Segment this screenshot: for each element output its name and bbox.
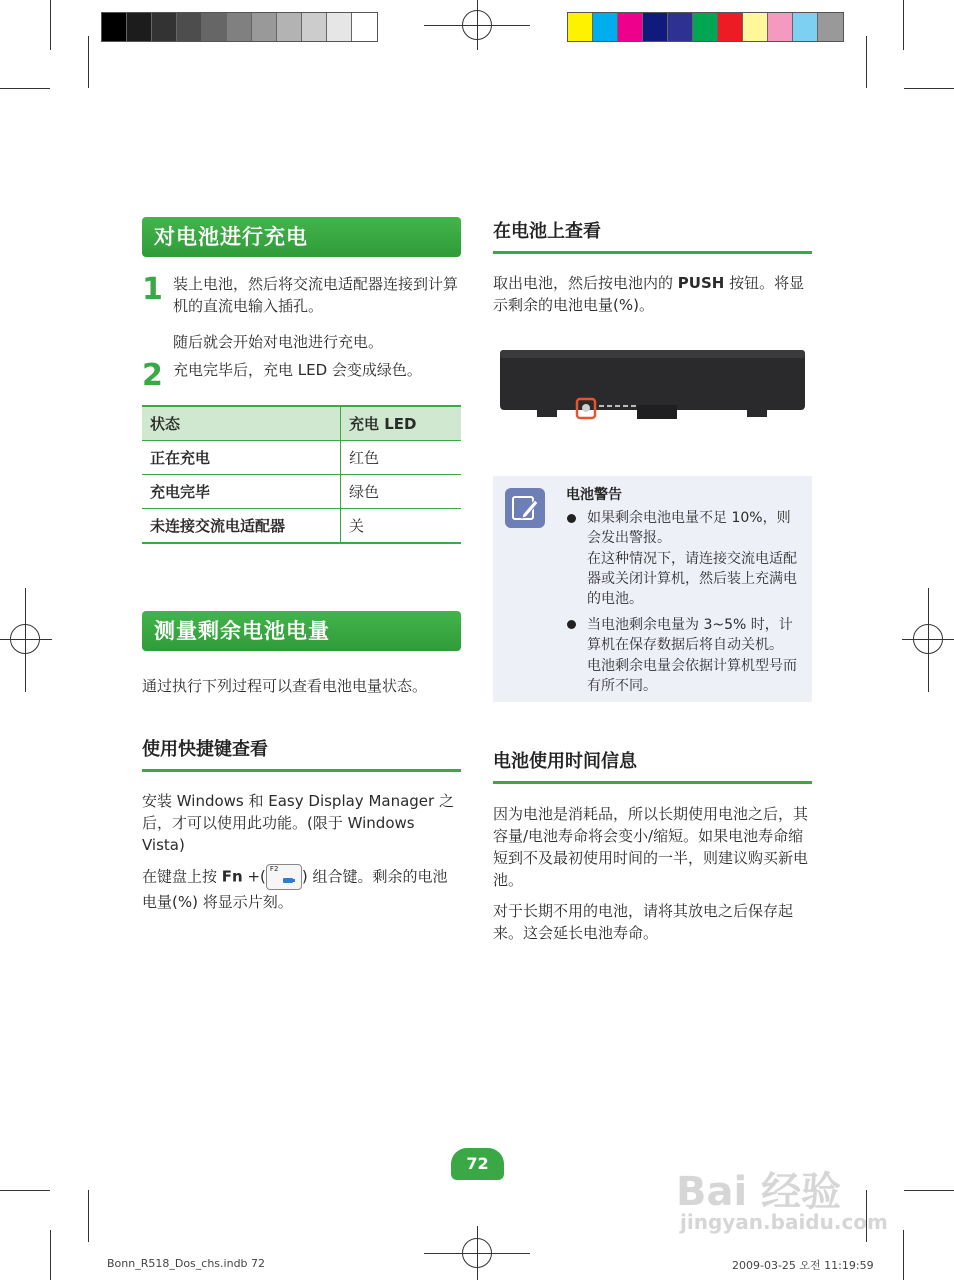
- table-cell: 正在充电: [142, 441, 341, 475]
- fn-battery-key-icon: [266, 864, 302, 890]
- table-cell: 绿色: [341, 475, 462, 509]
- warning-item-2a: 当电池剩余电量为 3~5% 时，计算机在保存数据后将自动关机。: [587, 617, 793, 653]
- crop-mark: [88, 1190, 89, 1242]
- hotkey-text-b: +(: [242, 867, 266, 886]
- crop-mark: [50, 0, 51, 50]
- crop-mark: [904, 1190, 954, 1191]
- crop-mark: [903, 1230, 904, 1280]
- hotkey-text-a: 在键盘上按: [142, 867, 222, 886]
- on-battery-text-b: 按钮。将显示剩余的电池电量(%)。: [493, 274, 805, 314]
- step-number-1: 1: [142, 272, 163, 307]
- warning-item-2b: 电池剩余电量会依据计算机型号而有所不同。: [587, 658, 797, 694]
- crop-mark: [0, 88, 50, 89]
- measure-intro: 通过执行下列过程可以查看电池电量状态。: [142, 677, 428, 695]
- subsection-title-hotkey: 使用快捷键查看: [142, 735, 461, 772]
- pencil-note-icon: [505, 488, 545, 528]
- registration-line: [477, 1226, 478, 1280]
- table-cell: 充电完毕: [142, 475, 341, 509]
- hotkey-text-c: ) 组合键。剩余的电池电量(%) 将显示片刻。: [142, 867, 448, 911]
- grayscale-swatch-bar: [101, 12, 378, 42]
- table-cell: 未连接交流电适配器: [142, 509, 341, 544]
- footer-file: Bonn_R518_Dos_chs.indb 72: [107, 1257, 266, 1270]
- registration-line: [0, 639, 52, 640]
- crop-mark: [0, 1190, 50, 1191]
- key-label-f2: F2: [269, 865, 279, 873]
- table-cell: 红色: [341, 441, 462, 475]
- registration-line: [25, 588, 26, 692]
- crop-mark: [88, 36, 89, 88]
- watermark-url: jingyan.baidu.com: [680, 1210, 888, 1234]
- note-title: 电池警告: [566, 487, 622, 503]
- subsection-title-on-battery: 在电池上查看: [493, 217, 812, 254]
- table-header-cell: 充电 LED: [341, 406, 462, 441]
- registration-line: [928, 588, 929, 692]
- table-row: [142, 509, 461, 544]
- fn-key-label: Fn: [221, 867, 243, 886]
- bullet-dot: [567, 620, 576, 629]
- crop-mark: [904, 88, 954, 89]
- table-row: [142, 441, 461, 475]
- battery-warning-note: [493, 476, 812, 702]
- registration-line: [477, 0, 478, 50]
- table-row: [142, 475, 461, 509]
- usage-paragraph-1: 因为电池是消耗品，所以长期使用电池之后，其容量/电池寿命将会变小/缩短。如果电池寿命缩短到不及最初使用时间的一半，则建议购买新电池。: [493, 805, 809, 889]
- battery-image: [497, 347, 808, 422]
- step-2-text: 充电完毕后，充电 LED 会变成绿色。: [173, 361, 422, 379]
- page-number: 72: [451, 1148, 504, 1180]
- on-battery-paragraph: [493, 272, 813, 316]
- hotkey-paragraph-1: 安装 Windows 和 Easy Display Manager 之后，才可以使用此功能。(限于 Windows Vista): [142, 792, 454, 854]
- subsection-title-usage: 电池使用时间信息: [493, 747, 812, 784]
- section-title-charge: 对电池进行充电: [142, 217, 461, 257]
- hotkey-paragraph-2: [142, 864, 462, 914]
- warning-item-1b: 在这种情况下，请连接交流电适配器或关闭计算机，然后装上充满电的电池。: [587, 551, 797, 607]
- table-header-row: [142, 406, 461, 441]
- crop-mark: [50, 1230, 51, 1280]
- crop-mark: [903, 0, 904, 50]
- led-status-table: [142, 405, 461, 544]
- section-title-measure: 测量剩余电池电量: [142, 611, 461, 651]
- bullet-dot: [567, 514, 576, 523]
- table-header-cell: 状态: [142, 406, 341, 441]
- color-swatch-bar: [567, 12, 844, 42]
- watermark-logo: Bai 经验: [676, 1169, 842, 1215]
- on-battery-text-a: 取出电池，然后按电池内的: [493, 274, 678, 292]
- step-1-text: 装上电池，然后将交流电适配器连接到计算机的直流电输入插孔。: [173, 275, 459, 315]
- warning-item-1a: 如果剩余电池电量不足 10%，则会发出警报。: [587, 510, 791, 546]
- step-number-2: 2: [142, 358, 163, 393]
- footer-timestamp: 2009-03-25 오전 11:19:59: [732, 1259, 874, 1272]
- step-1-note: 随后就会开始对电池进行充电。: [173, 333, 384, 351]
- push-label: PUSH: [677, 274, 725, 292]
- table-cell: 关: [341, 509, 462, 544]
- usage-paragraph-2: 对于长期不用的电池，请将其放电之后保存起来。这会延长电池寿命。: [493, 902, 794, 942]
- crop-mark: [866, 36, 867, 88]
